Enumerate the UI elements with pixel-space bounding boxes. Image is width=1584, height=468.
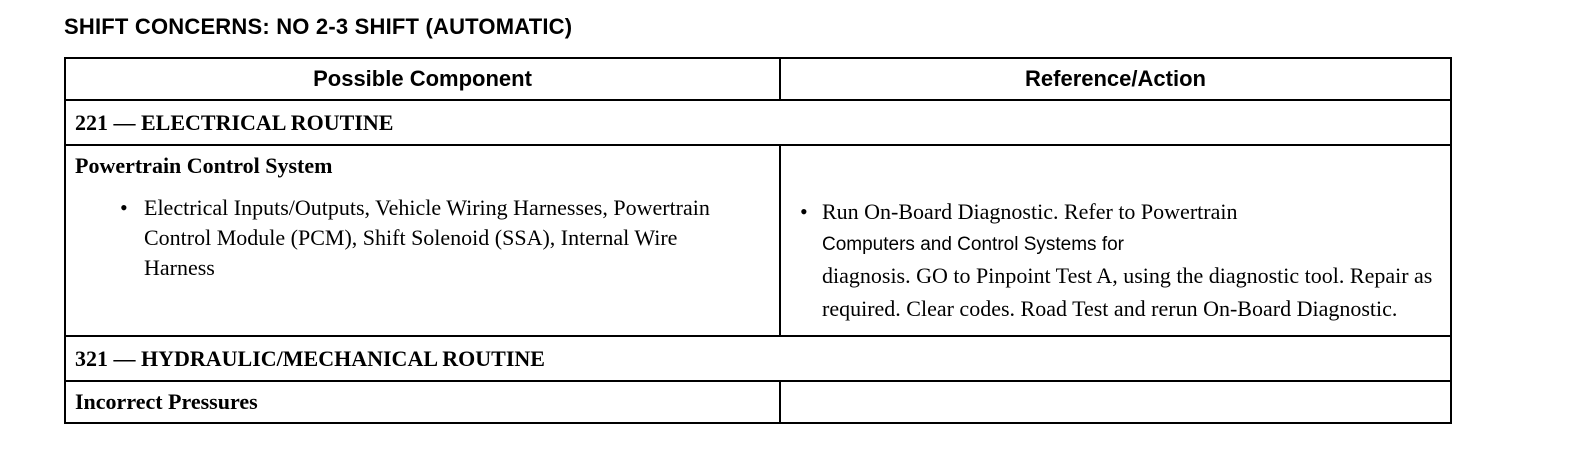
section-heading-hydraulic: 321 — HYDRAULIC/MECHANICAL ROUTINE bbox=[65, 336, 1451, 381]
action-reference-link: Computers and Control Systems for bbox=[822, 234, 1125, 255]
section-row bbox=[65, 100, 1451, 145]
table-row bbox=[65, 145, 1451, 336]
action-text-part1: Run On-Board Diagnostic. Refer to Powertrain bbox=[822, 199, 1238, 224]
action-text-part2: diagnosis. GO to Pinpoint Test A, using the diagnostic tool. Repair as required. Clear codes. Road Test and rerun On-Board Diagnostic. bbox=[822, 263, 1433, 321]
section-row bbox=[65, 336, 1451, 381]
action-text bbox=[822, 197, 1442, 327]
header-reference-action: Reference/Action bbox=[780, 58, 1451, 100]
table-row bbox=[65, 381, 1451, 423]
header-possible-component: Possible Component bbox=[65, 58, 780, 100]
bullet-icon: • bbox=[120, 195, 128, 220]
diagnostic-table bbox=[64, 57, 1452, 424]
table-header-row bbox=[65, 58, 1451, 100]
component-cell: Incorrect Pressures bbox=[65, 381, 780, 423]
action-cell-empty bbox=[780, 381, 1451, 423]
action-cell bbox=[780, 145, 1451, 336]
component-bullet-item bbox=[66, 183, 779, 283]
component-bullet-text: Electrical Inputs/Outputs, Vehicle Wiring Harnesses, Powertrain Control Module (PCM), Shift Solenoid (SSA), Internal Wire Harness bbox=[144, 195, 710, 280]
bullet-icon: • bbox=[800, 199, 808, 224]
page-title: SHIFT CONCERNS: NO 2-3 SHIFT (AUTOMATIC) bbox=[64, 14, 573, 39]
component-cell bbox=[65, 145, 780, 336]
section-heading-electrical: 221 — ELECTRICAL ROUTINE bbox=[65, 100, 1451, 145]
action-bullet-item bbox=[781, 146, 1450, 335]
component-title: Powertrain Control System bbox=[75, 153, 333, 178]
